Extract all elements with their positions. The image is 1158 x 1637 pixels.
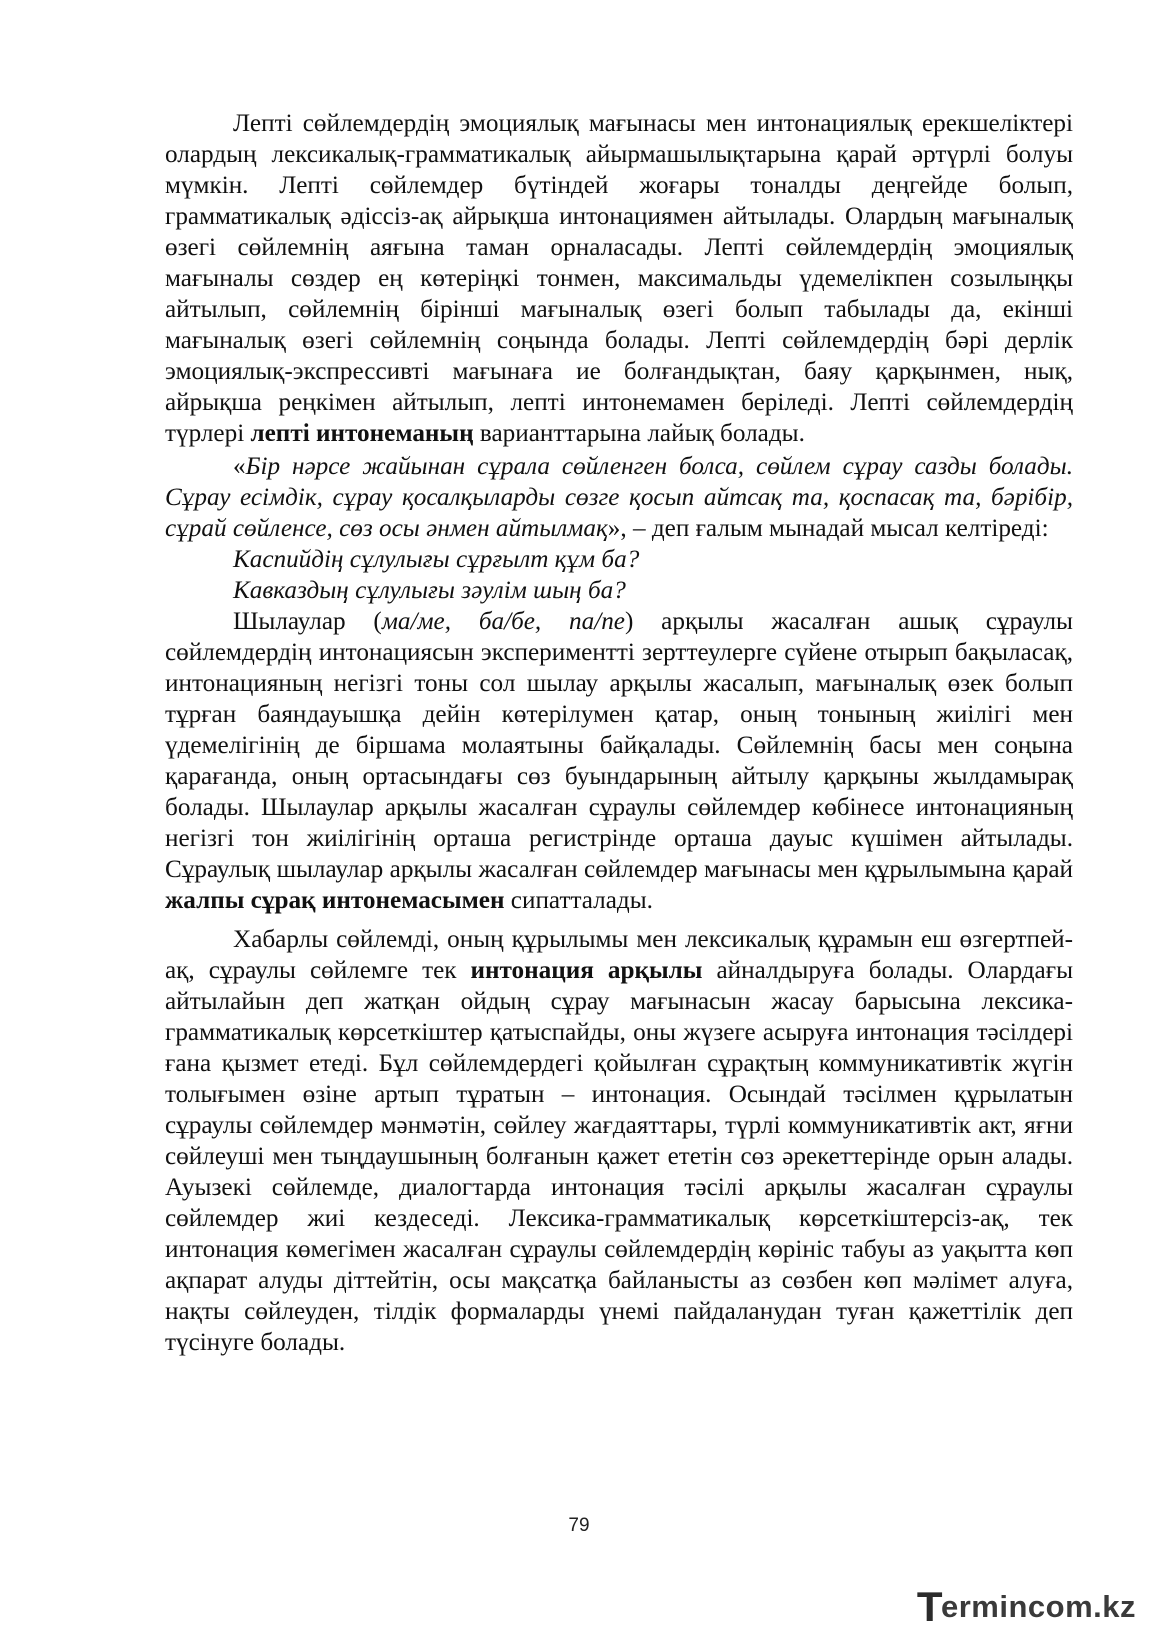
bold-term: интонация арқылы: [470, 957, 703, 984]
bold-term: жалпы сұрақ интонемасымен: [165, 887, 505, 914]
paragraph-particles: Шылаулар (ма/ме, ба/бе, па/пе) арқылы жасалған ашық сұраулы сөйлемдердің интонациясын экспериментті зерттеулерге сүйене отырып бақыласақ, интонацияның негізгі тоны сол шылау арқылы жасалып, мағыналық өзек болып тұрған баяндауышқа дейін көтерілумен қатар, оның тонының жиілігі мен үдемелігінің де біршама молаятыны байқалады. Сөйлемнің басы мен соңына қарағанда, оның ортасындағы сөз буындарының айтылу қарқыны жылдамырақ болады. Шылаулар арқылы жасалған сұраулы сөйлемдер көбінесе интонацияның негізгі тон жиілігінің орташа регистрінде орташа дауыс күшімен айтылады. Сұраулық шылаулар арқылы жасалған сөйлемдер мағынасы мен құрылымына қарай жалпы сұрақ интонемасымен сипатталады.: [165, 608, 1073, 914]
paragraph-quote: «Бір нәрсе жайынан сұрала сөйленген болса, сөйлем сұрау сазды болады. Сұрау есімдік, сұрау қосалқыларды сөзге қосып айтсақ та, қоспасақ та, бәрібір, сұрай сөйленсе, сөз осы әнмен айтылмақ», – деп ғалым мынадай мысал келтіреді:: [165, 453, 1073, 542]
italic-particles: ма/ме, ба/бе, па/пе: [381, 608, 625, 635]
paragraph-intonation-questions: Хабарлы сөйлемді, оның құрылымы мен лексикалық құрамын еш өзгертпей-ақ, сұраулы сөйлемге тек интонация арқылы айналдыруға болады. Олардағы айтылайын деп жатқан ойдың сұрау мағынасын жасау барысына лексика-грамматикалық көрсеткіштер қатыспайды, оны жүзеге асыруға интонация тәсілдері ғана қызмет етеді. Бұл сөйлемдердегі қойылған сұрақтың коммуникативтік жүгін толығымен өзіне артып тұратын – интонация. Осындай тәсілмен құрылатын сұраулы сөйлемдер мәнмәтін, сөйлеу жағдаяттары, түрлі коммуникативтік акт, яғни сөйлеуші мен тыңдаушының болғанын қажет ететін сөз әрекеттерінде орын алады. Ауызекі сөйлемде, диалогтарда интонация тәсілі арқылы жасалған сұраулы сөйлемдер жиі кездеседі. Лексика-грамматикалық көрсеткіштерсіз-ақ, тек интонация көмегімен жасалған сұраулы сөйлемдердің көрініс табуы аз уақытта көп ақпарат алуды діттейтін, осы мақсатқа байланысты аз сөзбен көп мәлімет алуға, нақты сөйлеуден, тілдік формаларды үнемі пайдаланудан туған қажеттілік деп түсінуге болады.: [165, 926, 1073, 1356]
paragraph-exclamatory-intonation: Лепті сөйлемдердің эмоциялық мағынасы мен интонациялық ерекшеліктері олардың лексикалық-грамматикалық айырмашылықтарына қарай әртүрлі болуы мүмкін. Лепті сөйлемдер бүтіндей жоғары тоналды деңгейде болып, грамматикалық әдіссіз-ақ айрықша интонациямен айтылады. Олардың мағыналық өзегі сөйлемнің аяғына таман орналасады. Лепті сөйлемдердің эмоциялық мағыналы сөздер ең көтеріңкі тонмен, максимальды үдемелікпен созылыңқы айтылып, сөйлемнің бірінші мағыналық өзегі болып табылады да, екінші мағыналық өзегі сөйлемнің соңында болады. Лепті сөйлемдердің бәрі дерлік эмоциялық-экспрессивті мағынаға ие болғандықтан, баяу қарқынмен, нық, айрықша реңкімен айтылып, лепті интонемамен беріледі. Лепті сөйлемдердің түрлері лепті интонеманың варианттарына лайық болады.: [165, 110, 1073, 447]
page-number: 79: [568, 1515, 590, 1536]
termincom-watermark-logo: [917, 1583, 1136, 1631]
bold-term: лепті интонеманың: [250, 420, 474, 447]
example-sentence-1: Каспийдің сұлулығы сұрғылт құм ба?: [233, 546, 640, 573]
italic-quote: Бір нәрсе жайынан сұрала сөйленген болса, сөйлем сұрау сазды болады. Сұрау есімдік, сұрау қосалқыларды сөзге қосып айтсақ та, қоспасақ та, бәрібір, сұрай сөйленсе, сөз осы әнмен айтылмақ: [165, 453, 1073, 542]
example-sentence-2: Кавказдың сұлулығы зәулім шың ба?: [233, 577, 626, 604]
body-text: [165, 108, 1073, 1358]
watermark-text: ermincom.kz: [940, 1589, 1136, 1624]
watermark-t-letter: T: [916, 1583, 943, 1630]
